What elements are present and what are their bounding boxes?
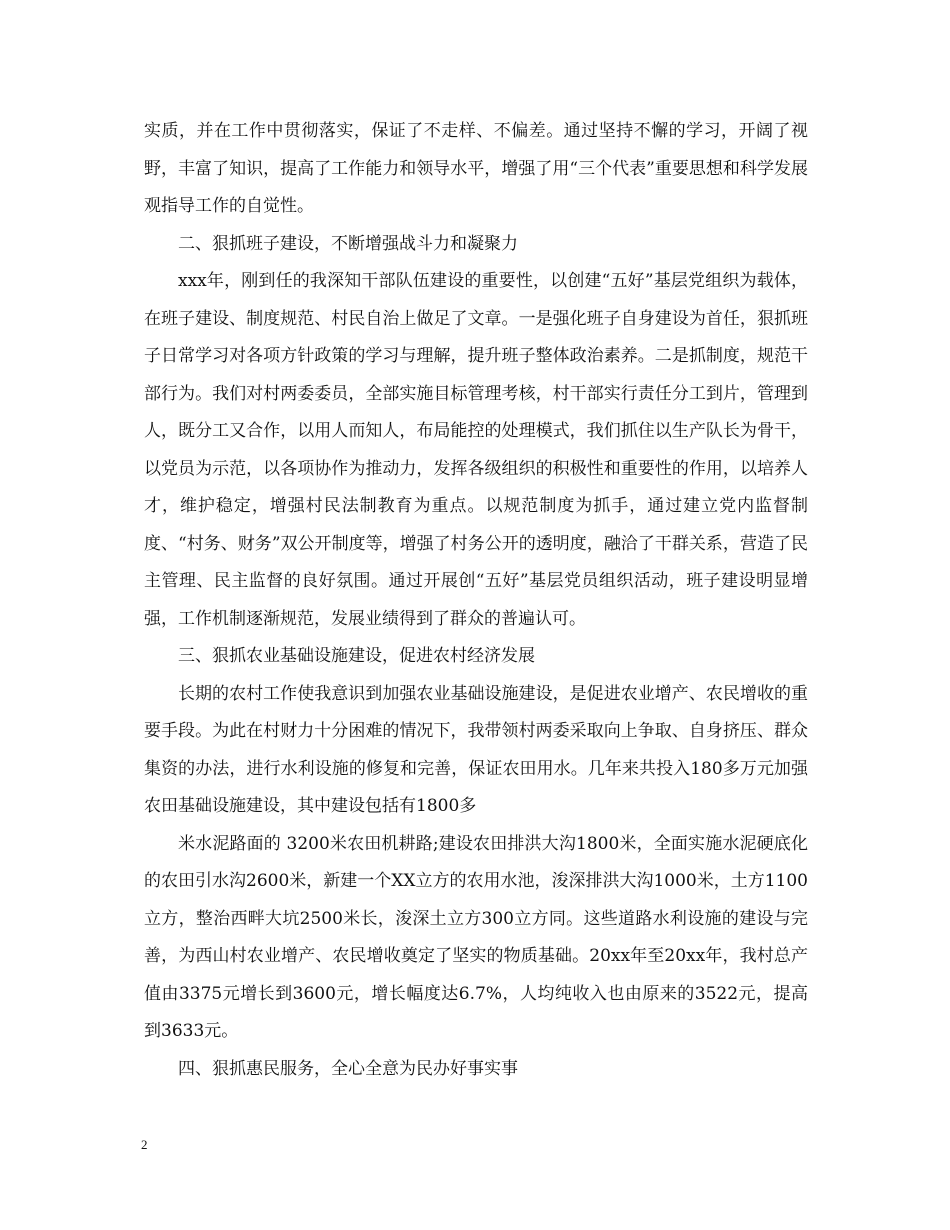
paragraph-team-building: xxx年，刚到任的我深知干部队伍建设的重要性，以创建“五好”基层党组织为载体，在班子建设、制度规范、村民自治上做足了文章。一是强化班子自身建设为首任，狠抓班子日常学习对各项方针政策的学习与理解，提升班子整体政治素养。二是抓制度，规范干部行为。我们对村两委委员，全部实施目标管理考核，村干部实行责任分工到片，管理到人，既分工又合作，以用人而知人，布局能控的处理模式，我们抓住以生产队长为骨干，以党员为示范，以各项协作为推动力，发挥各级组织的积极性和重要性的作用，以培养人才，维护稳定，增强村民法制教育为重点。以规范制度为抓手，通过建立党内监督制度、“村务、财务”双公开制度等，增强了村务公开的透明度，融洽了干群关系，营造了民主管理、民主监督的良好氛围。通过开展创“五好”基层党员组织活动，班子建设明显增强，工作机制逐渐规范，发展业绩得到了群众的普遍认可。	[144, 271, 808, 629]
paragraph-continuation: 实质，并在工作中贯彻落实，保证了不走样、不偏差。通过坚持不懈的学习，开阔了视野，丰富了知识，提高了工作能力和领导水平，增强了用“三个代表”重要思想和科学发展观指导工作的自觉性。	[144, 121, 808, 216]
section-heading-2: 二、狠抓班子建设，不断增强战斗力和凝聚力	[178, 233, 518, 254]
section-heading-4: 四、狠抓惠民服务，全心全意为民办好事实事	[178, 1058, 518, 1079]
paragraph-infrastructure: 长期的农村工作使我意识到加强农业基础设施建设，是促进农业增产、农民增收的重要手段。为此在村财力十分困难的情况下，我带领村两委采取向上争取、自身挤压、群众集资的办法，进行水利设施的修复和完善，保证农田用水。几年来共投入180多万元加强农田基础设施建设，其中建设包括有1800多	[144, 683, 808, 816]
section-heading-3: 三、狠抓农业基础设施建设，促进农村经济发展	[178, 646, 535, 666]
paragraph-infrastructure-continued: 米水泥路面的 3200米农田机耕路;建设农田排洪大沟1800米，全面实施水泥硬底化的农田引水沟2600米，新建一个XX立方的农用水池，浚深排洪大沟1000米，土方1100立方，整治西畔大坑2500米长，浚深土立方300立方同。这些道路水利设施的建设与完善，为西山村农业增产、农民增收奠定了坚实的物质基础。20xx年至20xx年，我村总产值由3375元增长到3600元，增长幅度达6.7%，人均纯收入也由原来的3522元，提高到3633元。	[144, 833, 808, 1041]
page-number: 2	[141, 1137, 148, 1152]
document-body	[144, 113, 808, 1088]
